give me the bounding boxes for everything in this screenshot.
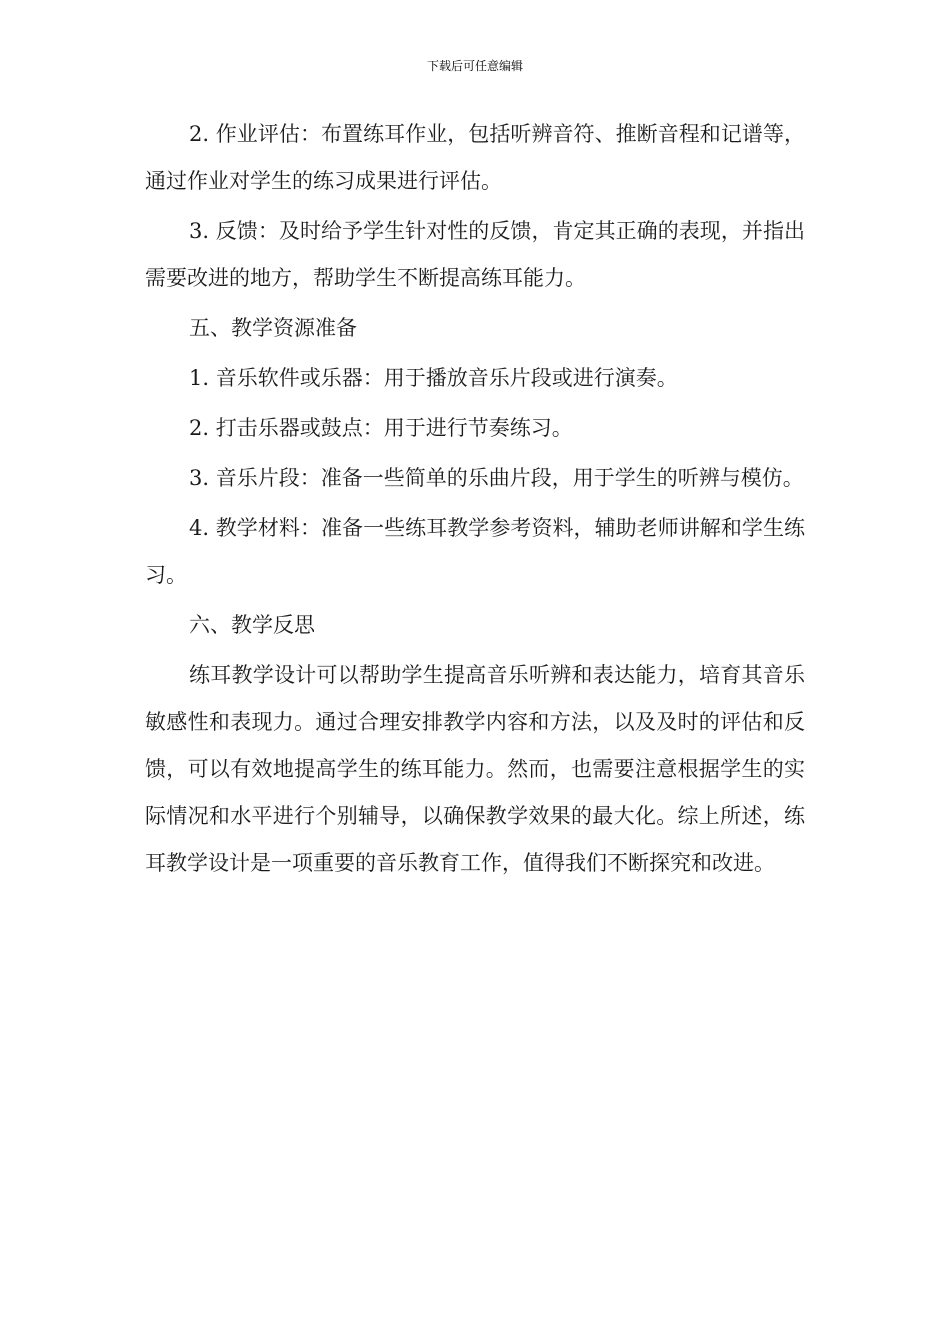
paragraph-homework-assessment: 2. 作业评估：布置练耳作业，包括听辨音符、推断音程和记谱等，通过作业对学生的练习成果进行评估。	[145, 122, 805, 193]
section-heading-reflection: 六、教学反思	[189, 613, 315, 637]
paragraph-resource-music-clips: 3. 音乐片段：准备一些简单的乐曲片段，用于学生的听辨与模仿。	[189, 466, 804, 490]
paragraph-resource-materials: 4. 教学材料：准备一些练耳教学参考资料，辅助老师讲解和学生练习。	[145, 516, 805, 587]
paragraph-resource-percussion: 2. 打击乐器或鼓点：用于进行节奏练习。	[189, 416, 573, 440]
paragraph-reflection: 练耳教学设计可以帮助学生提高音乐听辨和表达能力，培育其音乐敏感性和表现力。通过合理安排教学内容和方法，以及及时的评估和反馈，可以有效地提高学生的练耳能力。然而，也需要注意根据学生的实际情况和水平进行个别辅导，以确保教学效果的最大化。综上所述，练耳教学设计是一项重要的音乐教育工作，值得我们不断探究和改进。	[145, 663, 805, 875]
document-body	[145, 111, 805, 887]
section-heading-resources: 五、教学资源准备	[189, 316, 357, 340]
paragraph-resource-software: 1. 音乐软件或乐器：用于播放音乐片段或进行演奏。	[189, 366, 678, 390]
page-header: 下载后可任意编辑	[426, 59, 523, 73]
paragraph-feedback: 3. 反馈：及时给予学生针对性的反馈，肯定其正确的表现，并指出需要改进的地方，帮助学生不断提高练耳能力。	[145, 219, 805, 290]
